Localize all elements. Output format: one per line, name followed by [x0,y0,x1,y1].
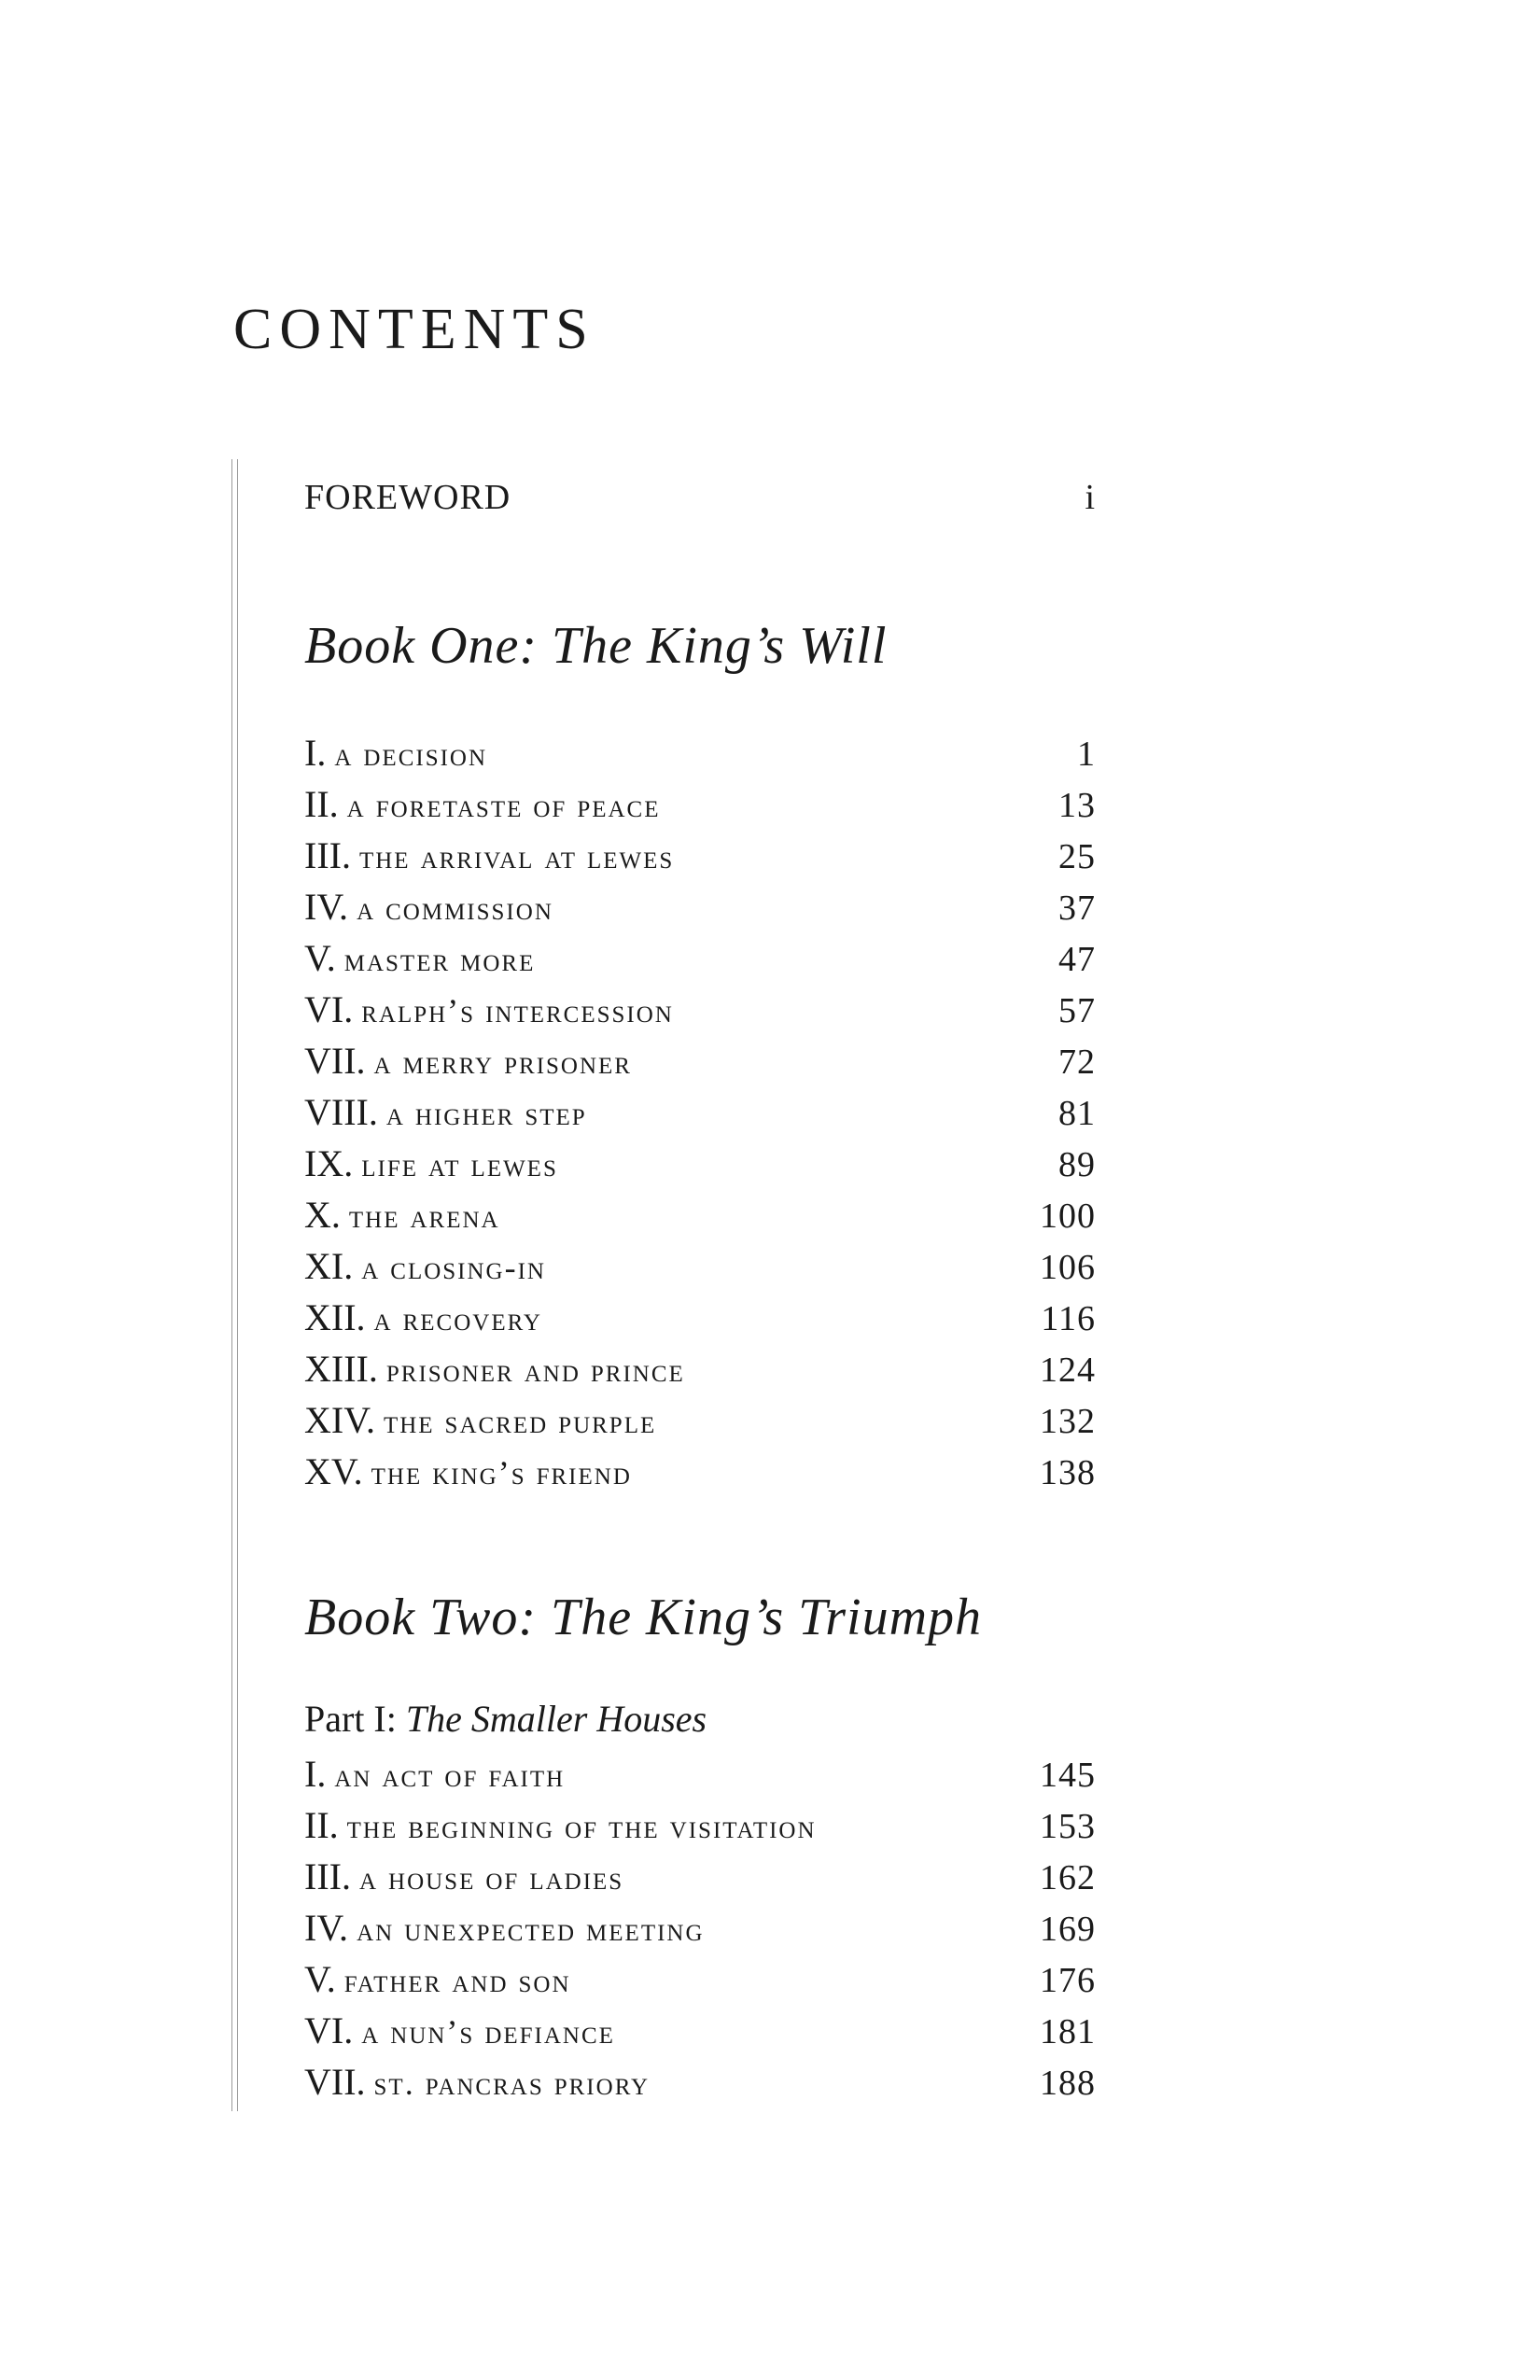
chapter-page: 181 [1040,2012,1096,2051]
chapter-number: VI. [304,988,354,1030]
chapter-page: 57 [1058,991,1096,1030]
chapter-title: father and son [343,1962,571,1999]
chapter-number: VIII. [304,1091,378,1133]
margin-rule-inner [237,459,238,2111]
toc-entry[interactable] [304,781,1096,828]
chapter-number: VI. [304,2009,354,2051]
toc-entry[interactable] [304,1397,1096,1444]
chapter-page: 13 [1058,786,1096,825]
toc-entry[interactable] [304,987,1096,1033]
part-one-label: Part I: [304,1698,406,1740]
toc-entry[interactable] [304,1802,1096,1849]
chapter-page: 81 [1058,1094,1096,1133]
toc-entry[interactable] [304,1854,1096,1900]
chapter-number: IV. [304,886,349,928]
toc-entry[interactable] [304,884,1096,931]
chapter-number: XI. [304,1245,354,1287]
margin-rule-outer [231,459,232,2111]
toc-entry[interactable] [304,1089,1096,1136]
book-two-heading: Book Two: The King’s Triumph [304,1589,983,1646]
chapter-page: 145 [1040,1756,1096,1795]
chapter-title: a merry prisoner [373,1043,632,1081]
toc-entry[interactable] [304,1751,1096,1798]
chapter-number: X. [304,1194,341,1236]
toc-entry[interactable] [304,1141,1096,1187]
chapter-title: a house of ladies [358,1859,624,1897]
chapter-number: XIV. [304,1399,375,1441]
chapter-number: I. [304,1753,327,1795]
toc-entry[interactable] [304,1243,1096,1290]
chapter-number: XV. [304,1450,363,1492]
chapter-title: the arena [348,1197,500,1235]
chapter-page: 153 [1040,1807,1096,1846]
chapter-page: 47 [1058,940,1096,979]
toc-entry[interactable] [304,2059,1096,2106]
toc-entry[interactable] [304,1295,1096,1341]
toc-entry[interactable] [304,1038,1096,1085]
chapter-title: the arrival at lewes [358,838,675,875]
chapter-number: V. [304,937,336,979]
chapter-title: the king’s friend [371,1454,632,1491]
chapter-title: life at lewes [361,1146,558,1183]
chapter-number: III. [304,834,351,876]
chapter-title: an act of faith [334,1757,566,1794]
part-one-subtitle: The Smaller Houses [405,1698,707,1740]
book-one-heading: Book One: The King’s Will [304,617,888,675]
chapter-page: 25 [1058,837,1096,876]
chapter-title: master more [343,941,536,978]
toc-entry[interactable] [304,1192,1096,1239]
chapter-number: VII. [304,1040,366,1082]
chapter-page: 138 [1040,1453,1096,1492]
chapter-number: IV. [304,1907,349,1949]
chapter-page: 1 [1077,735,1096,774]
chapter-title: the sacred purple [383,1403,657,1440]
part-one-heading [304,1698,707,1740]
toc-entry[interactable] [304,730,1096,777]
page-title: CONTENTS [233,298,595,361]
chapter-page: 188 [1040,2064,1096,2103]
chapter-page: 89 [1058,1145,1096,1184]
chapter-title: st. pancras priory [373,2065,651,2102]
chapter-title: prisoner and prince [385,1351,685,1389]
chapter-page: 116 [1041,1299,1096,1338]
chapter-title: a higher step [385,1095,587,1132]
toc-entry[interactable] [304,1905,1096,1952]
chapter-page: 72 [1058,1043,1096,1082]
chapter-number: VII. [304,2061,366,2103]
chapter-title: a recovery [373,1300,542,1337]
chapter-page: 169 [1040,1910,1096,1949]
chapter-title: a foretaste of peace [346,787,661,824]
chapter-number: II. [304,783,339,825]
toc-entry[interactable] [304,2008,1096,2054]
foreword-label: FOREWORD [304,478,511,517]
chapter-title: ralph’s intercession [361,992,674,1029]
chapter-page: 37 [1058,889,1096,928]
toc-entry-foreword[interactable] [304,474,1096,521]
toc-entry[interactable] [304,1956,1096,2003]
chapter-page: 162 [1040,1858,1096,1897]
chapter-page: 176 [1040,1961,1096,2000]
foreword-page: i [1085,478,1096,517]
toc-entry[interactable] [304,833,1096,879]
chapter-number: IX. [304,1142,354,1184]
chapter-number: XII. [304,1296,366,1338]
chapter-title: a closing-in [361,1249,546,1286]
chapter-title: a decision [334,735,488,773]
chapter-page: 100 [1040,1197,1096,1236]
chapter-title: a commission [357,889,553,927]
chapter-page: 106 [1040,1248,1096,1287]
chapter-number: XIII. [304,1348,378,1390]
toc-entry[interactable] [304,1449,1096,1495]
chapter-page: 132 [1040,1402,1096,1441]
chapter-number: I. [304,732,327,774]
chapter-number: II. [304,1804,339,1846]
chapter-title: the beginning of the visitation [346,1808,817,1845]
chapter-number: V. [304,1958,336,2000]
chapter-title: a nun’s defiance [361,2013,615,2051]
chapter-number: III. [304,1855,351,1897]
toc-entry[interactable] [304,1346,1096,1393]
toc-entry[interactable] [304,935,1096,982]
chapter-title: an unexpected meeting [357,1911,705,1948]
chapter-page: 124 [1040,1351,1096,1390]
